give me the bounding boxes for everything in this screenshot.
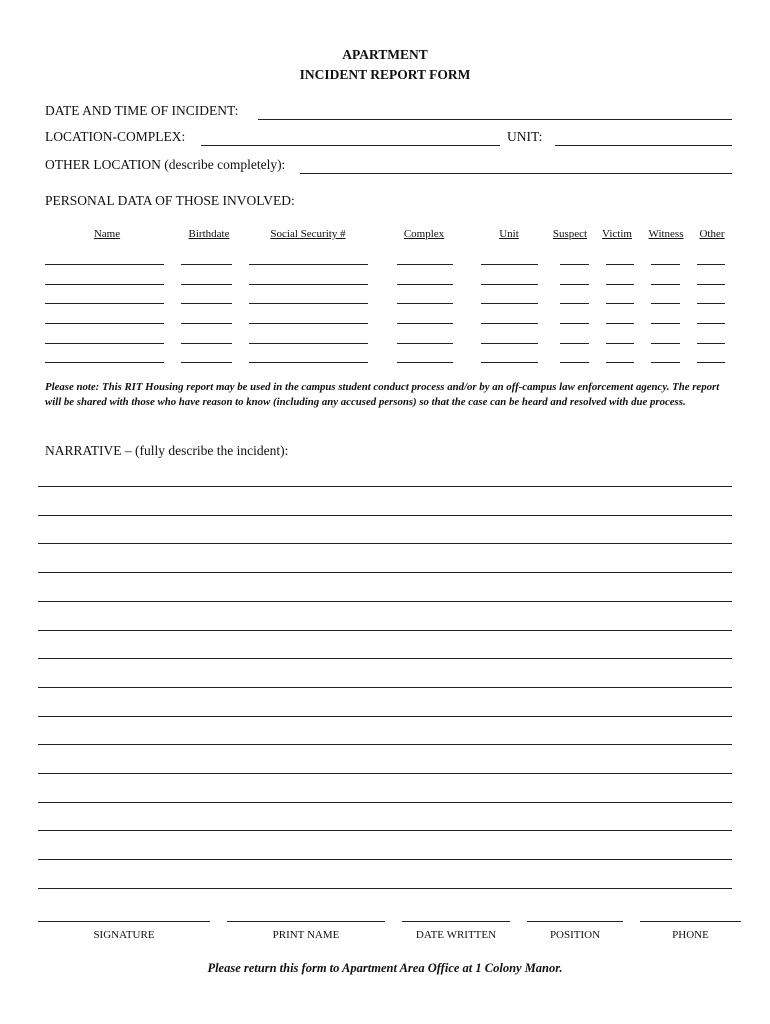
other-location-field[interactable] [300, 173, 732, 174]
narrative-line[interactable] [38, 802, 732, 803]
narrative-line[interactable] [38, 572, 732, 573]
location-complex-label: LOCATION-COMPLEX: [45, 129, 186, 144]
personal-data-cell-line[interactable] [697, 264, 725, 265]
narrative-line[interactable] [38, 773, 732, 774]
print-name-line[interactable] [227, 921, 385, 922]
column-header-witness: Witness [648, 228, 684, 240]
narrative-line[interactable] [38, 486, 732, 487]
column-header-unit: Unit [499, 228, 519, 240]
print-name-caption: PRINT NAME [272, 929, 340, 941]
personal-data-cell-line[interactable] [249, 264, 368, 265]
personal-data-cell-line[interactable] [651, 264, 680, 265]
personal-data-cell-line[interactable] [249, 284, 368, 285]
personal-data-cell-line[interactable] [651, 284, 680, 285]
narrative-line[interactable] [38, 744, 732, 745]
personal-data-cell-line[interactable] [181, 264, 232, 265]
personal-data-cell-line[interactable] [606, 303, 634, 304]
personal-data-cell-line[interactable] [181, 362, 232, 363]
personal-data-cell-line[interactable] [697, 284, 725, 285]
column-header-birthdate: Birthdate [188, 228, 230, 240]
personal-data-cell-line[interactable] [481, 303, 538, 304]
personal-data-cell-line[interactable] [181, 303, 232, 304]
personal-data-cell-line[interactable] [397, 323, 453, 324]
personal-data-cell-line[interactable] [397, 264, 453, 265]
personal-data-cell-line[interactable] [651, 343, 680, 344]
personal-data-cell-line[interactable] [606, 323, 634, 324]
personal-data-cell-line[interactable] [697, 362, 725, 363]
narrative-line[interactable] [38, 630, 732, 631]
phone-line[interactable] [640, 921, 741, 922]
date-written-line[interactable] [402, 921, 510, 922]
personal-data-cell-line[interactable] [560, 323, 589, 324]
personal-data-cell-line[interactable] [181, 323, 232, 324]
personal-data-cell-line[interactable] [651, 323, 680, 324]
personal-data-cell-line[interactable] [697, 323, 725, 324]
personal-data-cell-line[interactable] [249, 362, 368, 363]
other-location-label: OTHER LOCATION (describe completely): [45, 157, 286, 172]
form-title-line2: INCIDENT REPORT FORM [299, 67, 471, 82]
narrative-line[interactable] [38, 859, 732, 860]
signature-line[interactable] [38, 921, 210, 922]
personal-data-cell-line[interactable] [697, 303, 725, 304]
personal-data-cell-line[interactable] [45, 323, 164, 324]
personal-data-cell-line[interactable] [651, 303, 680, 304]
personal-data-cell-line[interactable] [560, 284, 589, 285]
personal-data-cell-line[interactable] [397, 343, 453, 344]
personal-data-cell-line[interactable] [45, 362, 164, 363]
unit-field[interactable] [555, 145, 732, 146]
position-line[interactable] [527, 921, 623, 922]
narrative-line[interactable] [38, 543, 732, 544]
personal-data-cell-line[interactable] [560, 264, 589, 265]
personal-data-cell-line[interactable] [481, 264, 538, 265]
date-time-field[interactable] [258, 119, 732, 120]
personal-data-cell-line[interactable] [560, 362, 589, 363]
personal-data-cell-line[interactable] [45, 303, 164, 304]
column-header-name: Name [93, 228, 121, 240]
location-complex-field[interactable] [201, 145, 500, 146]
personal-data-cell-line[interactable] [45, 284, 164, 285]
phone-caption: PHONE [672, 929, 709, 941]
position-caption: POSITION [549, 929, 601, 941]
narrative-label: NARRATIVE – (fully describe the incident): [45, 443, 289, 458]
personal-data-cell-line[interactable] [651, 362, 680, 363]
personal-data-cell-line[interactable] [397, 303, 453, 304]
narrative-line[interactable] [38, 687, 732, 688]
personal-data-cell-line[interactable] [249, 303, 368, 304]
form-title-line1: APARTMENT [342, 47, 428, 62]
column-header-other: Other [699, 228, 725, 240]
return-instructions: Please return this form to Apartment Area Office at 1 Colony Manor. [207, 961, 563, 975]
personal-data-cell-line[interactable] [481, 343, 538, 344]
personal-data-cell-line[interactable] [481, 362, 538, 363]
narrative-line[interactable] [38, 888, 732, 889]
date-written-caption: DATE WRITTEN [415, 929, 497, 941]
personal-data-cell-line[interactable] [45, 343, 164, 344]
unit-label: UNIT: [507, 129, 543, 144]
narrative-line[interactable] [38, 716, 732, 717]
column-header-victim: Victim [602, 228, 632, 240]
column-header-social-security: Social Security # [270, 228, 346, 240]
personal-data-cell-line[interactable] [481, 284, 538, 285]
personal-data-cell-line[interactable] [606, 284, 634, 285]
narrative-line[interactable] [38, 830, 732, 831]
personal-data-cell-line[interactable] [560, 343, 589, 344]
personal-data-cell-line[interactable] [606, 343, 634, 344]
personal-data-cell-line[interactable] [397, 284, 453, 285]
personal-data-cell-line[interactable] [481, 323, 538, 324]
narrative-line[interactable] [38, 658, 732, 659]
personal-data-cell-line[interactable] [249, 323, 368, 324]
privacy-note: Please note: This RIT Housing report may be used in the campus student conduct process and/or by an off-campus law enforcement agency. The report will be shared with those who have reason to know (including any accused persons) so that the case can be heard and resolved with due process. [45, 381, 720, 408]
personal-data-heading: PERSONAL DATA OF THOSE INVOLVED: [45, 193, 295, 208]
narrative-line[interactable] [38, 601, 732, 602]
personal-data-cell-line[interactable] [181, 284, 232, 285]
personal-data-cell-line[interactable] [606, 264, 634, 265]
date-time-label: DATE AND TIME OF INCIDENT: [45, 103, 239, 118]
signature-caption: SIGNATURE [93, 929, 155, 941]
personal-data-cell-line[interactable] [697, 343, 725, 344]
personal-data-cell-line[interactable] [606, 362, 634, 363]
personal-data-cell-line[interactable] [560, 303, 589, 304]
column-header-suspect: Suspect [552, 228, 588, 240]
column-header-complex: Complex [403, 228, 445, 240]
narrative-line[interactable] [38, 515, 732, 516]
personal-data-cell-line[interactable] [397, 362, 453, 363]
personal-data-cell-line[interactable] [249, 343, 368, 344]
personal-data-cell-line[interactable] [45, 264, 164, 265]
personal-data-cell-line[interactable] [181, 343, 232, 344]
